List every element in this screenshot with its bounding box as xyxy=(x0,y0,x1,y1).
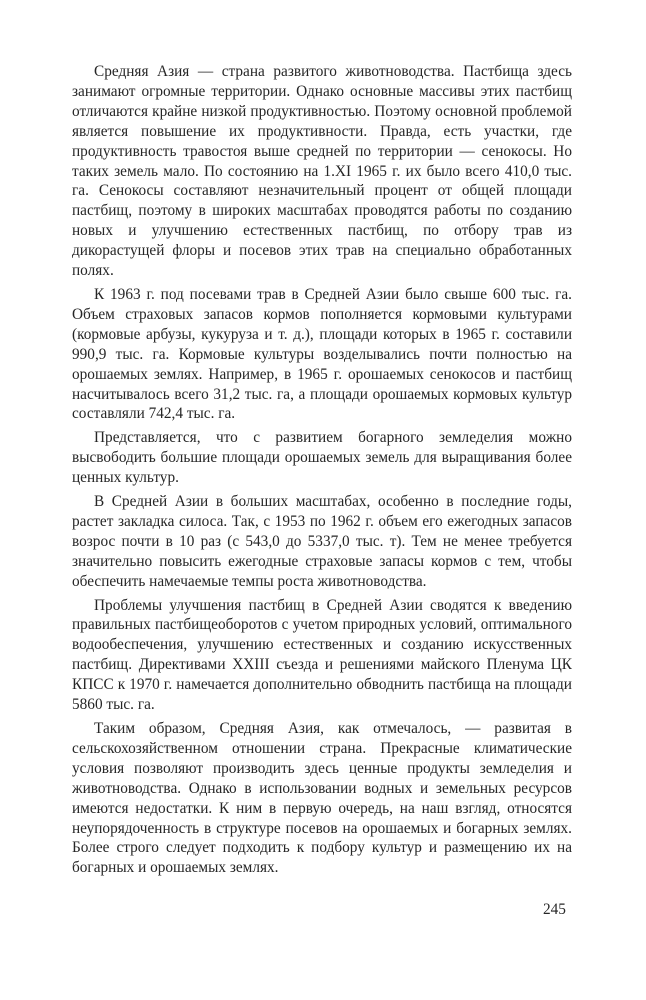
paragraph-4: В Средней Азии в больших масштабах, особенно в последние годы, растет закладка силоса. Так, с 1953 по 1962 г. объем его ежегодных запасов возрос почти в 10 раз (с 543,0 до 5337,0 тыс. т). Тем не менее требуется значительно повысить ежегодные страховые запасы кормов с тем, чтобы обеспечить намечаемые темпы роста животноводства. xyxy=(72,493,572,590)
paragraph-5: Проблемы улучшения пастбищ в Средней Азии сводятся к введению правильных пастбищеоборотов с учетом природных условий, оптимального водообеспечения, улучшению естественных и созданию искусственных пастбищ. Директивами XXIII съезда и решениями майского Пленума ЦК КПСС к 1970 г. намечается дополнительно обводнить пастбища на площади 5860 тыс. га. xyxy=(72,596,572,714)
page-number: 245 xyxy=(543,901,566,918)
paragraph-3: Представляется, что с развитием богарного земледелия можно высвободить большие площади орошаемых земель для выращивания более ценных культур. xyxy=(72,429,572,487)
paragraph-1: Средняя Азия — страна развитого животноводства. Пастбища здесь занимают огромные территории. Однако основные массивы этих пастбищ отличаются крайне низкой продуктивностью. Поэтому основной проблемой является повышение их продуктивности. Правда, есть участки, где продуктивность травостоя выше средней по территории — сенокосы. Но таких земель мало. По состоянию на 1.XI 1965 г. их было всего 410,0 тыс. га. Сенокосы составляют незначительный процент от общей площади пастбищ, поэтому в широких масштабах проводятся работы по созданию новых и улучшению естественных пастбищ, по отбору трав из дикорастущей флоры и посевов этих трав на специально обработанных полях. xyxy=(72,63,572,280)
paragraph-2: К 1963 г. под посевами трав в Средней Азии было свыше 600 тыс. га. Объем страховых запасов кормов пополняется кормовыми культурами (кормовые арбузы, кукуруза и т. д.), площади которых в 1965 г. составили 990,9 тыс. га. Кормовые культуры возделывались почти полностью на орошаемых землях. Например, в 1965 г. орошаемых сенокосов и пастбищ насчитывалось всего 31,2 тыс. га, а площади орошаемых кормовых культур составляли 742,4 тыс. га. xyxy=(72,285,572,423)
paragraph-6: Таким образом, Средняя Азия, как отмечалось, — развитая в сельскохозяйственном отношении страна. Прекрасные климатические условия позволяют производить здесь ценные продукты земледелия и животноводства. Однако в использовании водных и земельных ресурсов имеются недостатки. К ним в первую очередь, на наш взгляд, относятся неупорядоченность в структуре посевов на орошаемых и богарных землях. Более строго следует подходить к подбору культур и размещению их на богарных и орошаемых землях. xyxy=(72,720,572,877)
document-body xyxy=(72,62,572,882)
